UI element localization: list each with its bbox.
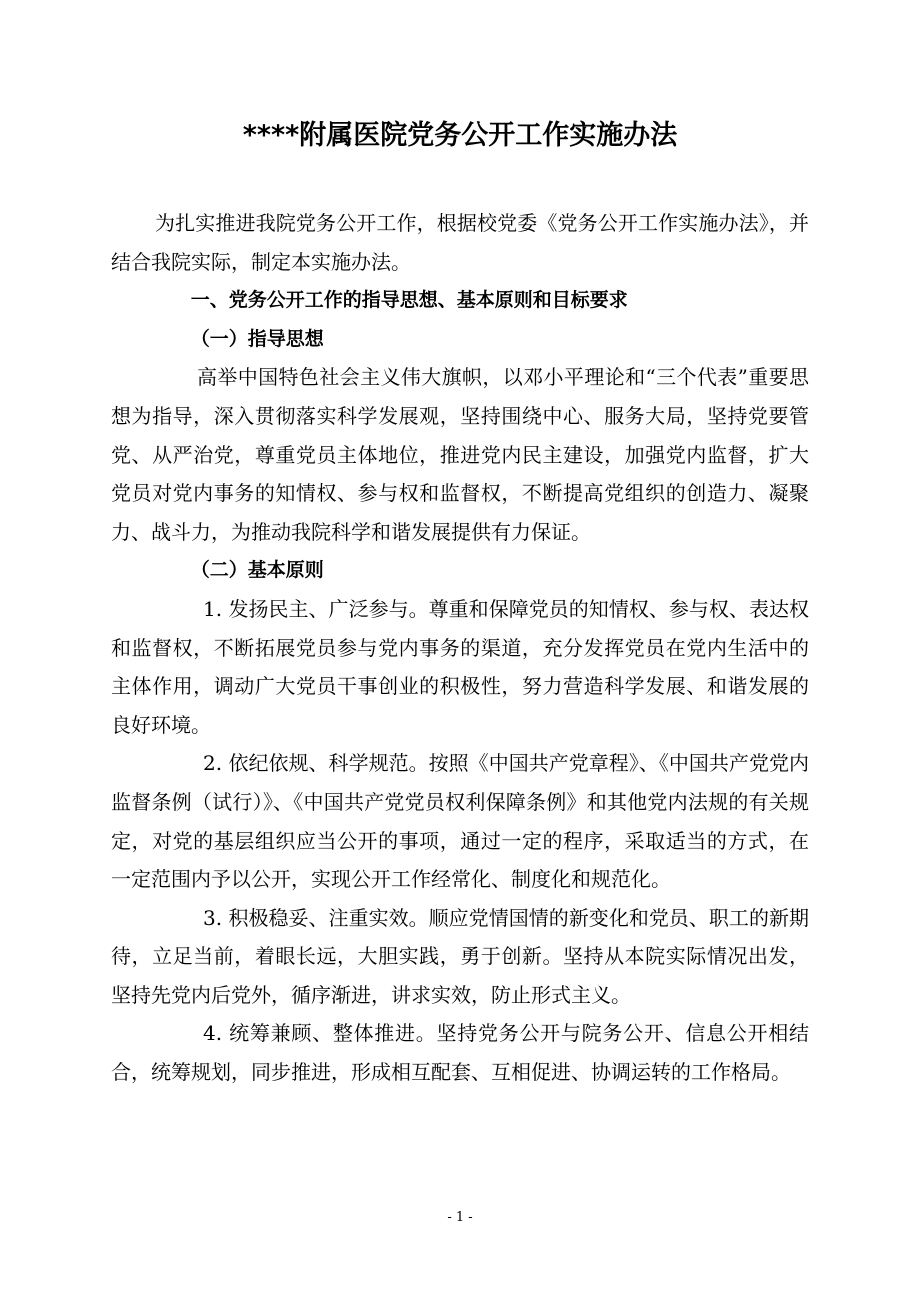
document-title: ****附属医院党务公开工作实施办法 <box>242 120 678 151</box>
principle-item: 4. 统筹兼顾、整体推进。坚持党务公开与院务公开、信息公开相结合，统筹规划，同步推进，形成相互配套、互相促进、协调运转的工作格局。 <box>111 1021 809 1085</box>
page-number: - 1 - <box>447 1210 473 1225</box>
intro-paragraph: 为扎实推进我院党务公开工作，根据校党委《党务公开工作实施办法》，并结合我院实际，制定本实施办法。 <box>111 211 809 274</box>
section-heading: 一、党务公开工作的指导思想、基本原则和目标要求 <box>190 289 628 312</box>
principle-item: 3. 积极稳妥、注重实效。顺应党情国情的新变化和党员、职工的新期待，立足当前，着眼长远，大胆实践，勇于创新。坚持从本院实际情况出发，坚持先党内后党外，循序渐进，讲求实效，防止形式主义。 <box>111 905 809 1007</box>
document-body <box>111 204 809 1092</box>
subsection-heading-basic-principles: （二）基本原则 <box>190 559 324 582</box>
subsection-heading-guiding-thought: （一）指导思想 <box>190 327 324 350</box>
guiding-thought-paragraph: 高举中国特色社会主义伟大旗帜，以邓小平理论和“三个代表”重要思想为指导，深入贯彻落实科学发展观，坚持围绕中心、服务大局，坚持党要管党、从严治党，尊重党员主体地位，推进党内民主建设，加强党内监督，扩大党员对党内事务的知情权、参与权和监督权，不断提高党组织的创造力、凝聚力、战斗力，为推动我院科学和谐发展提供有力保证。 <box>111 365 809 544</box>
principle-item: 2. 依纪依规、科学规范。按照《中国共产党章程》、《中国共产党党内监督条例（试行）》、《中国共产党党员权利保障条例》和其他党内法规的有关规定，对党的基层组织应当公开的事项，通过一定的程序，采取适当的方式，在一定范围内予以公开，实现公开工作经常化、制度化和规范化。 <box>111 751 809 892</box>
principle-item: 1. 发扬民主、广泛参与。尊重和保障党员的知情权、参与权、表达权和监督权，不断拓展党员参与党内事务的渠道，充分发挥党员在党内生活中的主体作用，调动广大党员干事创业的积极性，努力营造科学发展、和谐发展的良好环境。 <box>111 596 809 737</box>
